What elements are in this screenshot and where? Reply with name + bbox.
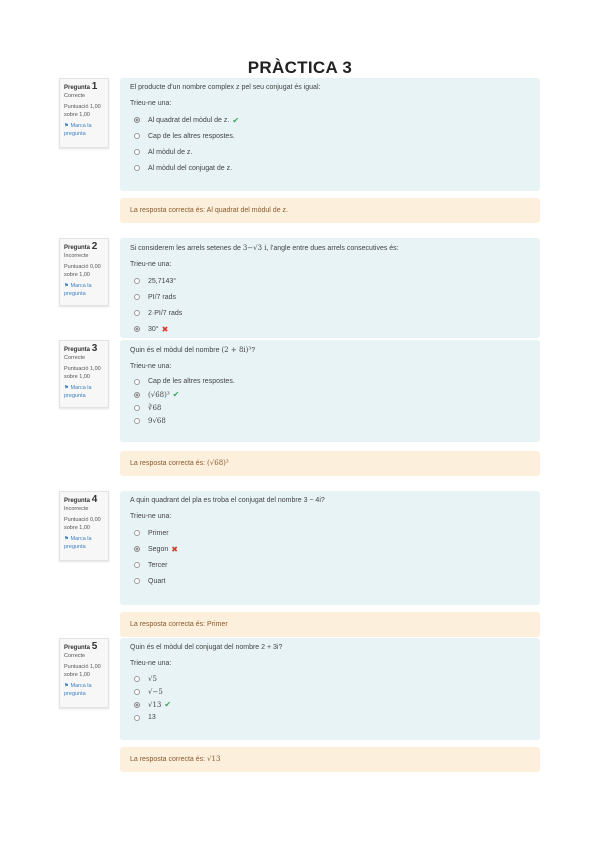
answer-option[interactable]: Tercer bbox=[130, 557, 530, 573]
radio-button[interactable] bbox=[134, 578, 140, 584]
answer-option[interactable]: 13 bbox=[130, 711, 530, 724]
radio-button[interactable] bbox=[134, 546, 140, 552]
question-info: Pregunta 5 Correcte Puntuació 1,00 sobre 1,00 ⚑ Marca la pregunta bbox=[59, 638, 109, 708]
radio-button[interactable] bbox=[134, 165, 140, 171]
question-text: A quin quadrant del pla es troba el conjugat del nombre 3 − 4i? bbox=[130, 497, 325, 504]
flag-question-link[interactable]: ⚑ Marca la pregunta bbox=[64, 283, 92, 297]
feedback-box: La resposta correcta és: Primer bbox=[120, 612, 540, 637]
answer-option[interactable]: 25,7143° bbox=[130, 273, 530, 289]
answer-option[interactable]: 2·PI/7 rads bbox=[130, 305, 530, 321]
question-score: Puntuació 0,00 sobre 1,00 bbox=[64, 517, 101, 531]
answer-option[interactable]: √13 ✔ bbox=[130, 698, 530, 711]
radio-button[interactable] bbox=[134, 326, 140, 332]
question-number: 5 bbox=[91, 641, 98, 652]
answer-option[interactable]: 9√68 bbox=[130, 414, 530, 427]
question-number: 4 bbox=[91, 494, 98, 505]
answer-option[interactable]: Quart bbox=[130, 573, 530, 589]
radio-button[interactable] bbox=[134, 379, 140, 385]
question-info: Pregunta 2 Incorrecte Puntuació 0,00 sobre 1,00 ⚑ Marca la pregunta bbox=[59, 238, 109, 306]
answer-option[interactable]: (√68)³ ✔ bbox=[130, 388, 530, 401]
answer-option[interactable]: Cap de les altres respostes. bbox=[130, 375, 530, 388]
question-status: Correcte bbox=[64, 355, 86, 361]
radio-button[interactable] bbox=[134, 562, 140, 568]
question-status: Incorrecte bbox=[64, 253, 89, 259]
radio-button[interactable] bbox=[134, 294, 140, 300]
flag-icon: ⚑ bbox=[64, 536, 71, 542]
flag-question-link[interactable]: ⚑ Marca la pregunta bbox=[64, 683, 92, 697]
cross-icon: ✖ bbox=[171, 544, 178, 554]
answer-prompt: Trieu-ne una: bbox=[130, 363, 172, 370]
answer-option[interactable]: Al quadrat del mòdul de z. ✔ bbox=[130, 112, 530, 128]
flag-icon: ⚑ bbox=[64, 683, 71, 689]
question-content bbox=[120, 78, 540, 191]
radio-button[interactable] bbox=[134, 133, 140, 139]
question-content bbox=[120, 491, 540, 605]
question-score: Puntuació 1,00 sobre 1,00 bbox=[64, 664, 101, 678]
feedback-box: La resposta correcta és: (√68)³ bbox=[120, 451, 540, 476]
flag-icon: ⚑ bbox=[64, 385, 71, 391]
check-icon: ✔ bbox=[172, 390, 180, 399]
check-icon: ✔ bbox=[164, 700, 172, 709]
feedback-box: La resposta correcta és: Al quadrat del mòdul de z. bbox=[120, 198, 540, 223]
flag-question-link[interactable]: ⚑ Marca la pregunta bbox=[64, 385, 92, 399]
question-text: Quin és el mòdul del conjugat del nombre 2 + 3i? bbox=[130, 644, 283, 651]
answer-option[interactable]: √5 bbox=[130, 672, 530, 685]
radio-button[interactable] bbox=[134, 715, 140, 721]
question-status: Correcte bbox=[64, 653, 86, 659]
answer-option[interactable]: Segon ✖ bbox=[130, 541, 530, 557]
question-score: Puntuació 0,00 sobre 1,00 bbox=[64, 264, 101, 278]
radio-button[interactable] bbox=[134, 278, 140, 284]
question-text: Quin és el mòdul del nombre (2 + 8i)³? bbox=[130, 346, 256, 354]
question-label: Pregunta bbox=[64, 85, 91, 91]
question-number: 2 bbox=[91, 241, 98, 252]
question-info bbox=[59, 78, 109, 148]
answer-option[interactable]: Primer bbox=[130, 525, 530, 541]
question-status: Incorrecte bbox=[64, 506, 89, 512]
answer-option[interactable]: ∛68 bbox=[130, 401, 530, 414]
answer-option[interactable]: Al mòdul de z. bbox=[130, 144, 530, 160]
question-content bbox=[120, 638, 540, 740]
question-text: Si considerem les arrels setenes de 3−√3 i, l'angle entre dues arrels consecutives és: bbox=[130, 244, 399, 252]
question-score: Puntuació 1,00 sobre 1,00 bbox=[64, 104, 101, 118]
cross-icon: ✖ bbox=[161, 324, 169, 334]
answer-prompt: Trieu-ne una: bbox=[130, 660, 172, 667]
radio-button[interactable] bbox=[134, 530, 140, 536]
answer-prompt: Trieu-ne una: bbox=[130, 261, 172, 268]
question-info: Pregunta 3 Correcte Puntuació 1,00 sobre 1,00 ⚑ Marca la pregunta bbox=[59, 340, 109, 408]
flag-question-link[interactable]: ⚑ Marca la pregunta bbox=[64, 123, 92, 137]
question-number: 3 bbox=[91, 343, 98, 354]
question-score: Puntuació 1,00 sobre 1,00 bbox=[64, 366, 101, 380]
flag-icon: ⚑ bbox=[64, 123, 71, 129]
radio-button[interactable] bbox=[134, 689, 140, 695]
page-title: PRÀCTICA 3 bbox=[247, 58, 353, 77]
radio-button[interactable] bbox=[134, 149, 140, 155]
radio-button[interactable] bbox=[134, 676, 140, 682]
radio-button[interactable] bbox=[134, 310, 140, 316]
answer-option[interactable]: Cap de les altres respostes. bbox=[130, 128, 530, 144]
radio-button[interactable] bbox=[134, 392, 140, 398]
answer-option[interactable]: PI/7 rads bbox=[130, 289, 530, 305]
check-icon: ✔ bbox=[232, 115, 240, 125]
radio-button[interactable] bbox=[134, 405, 140, 411]
question-info: Pregunta 4 Incorrecte Puntuació 0,00 sobre 1,00 ⚑ Marca la pregunta bbox=[59, 491, 109, 561]
radio-button[interactable] bbox=[134, 418, 140, 424]
question-text: El producte d'un nombre complex z pel seu conjugat és igual: bbox=[130, 84, 321, 91]
question-content bbox=[120, 340, 540, 442]
flag-question-link[interactable]: ⚑ Marca la pregunta bbox=[64, 536, 92, 550]
answer-prompt: Trieu-ne una: bbox=[130, 100, 172, 107]
question-number: 1 bbox=[91, 81, 98, 92]
feedback-box: La resposta correcta és: √13 bbox=[120, 747, 540, 772]
question-status: Correcte bbox=[64, 93, 86, 99]
answer-option[interactable]: 30° ✖ bbox=[130, 321, 530, 337]
question-content bbox=[120, 238, 540, 338]
answer-option[interactable]: Al mòdul del conjugat de z. bbox=[130, 160, 530, 176]
radio-button[interactable] bbox=[134, 117, 140, 123]
answer-option[interactable]: √−5 bbox=[130, 685, 530, 698]
answer-prompt: Trieu-ne una: bbox=[130, 513, 172, 520]
radio-button[interactable] bbox=[134, 702, 140, 708]
flag-icon: ⚑ bbox=[64, 283, 71, 289]
